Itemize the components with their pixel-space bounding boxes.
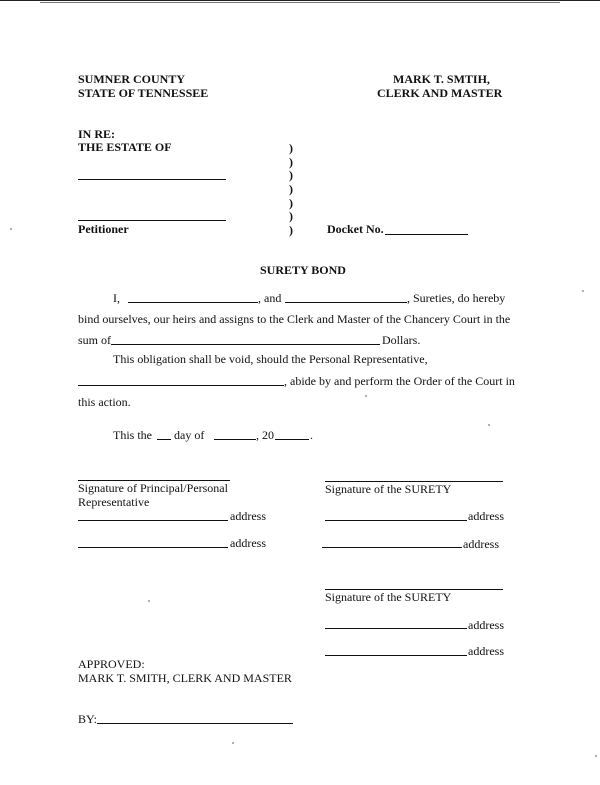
principal-address-line-2[interactable]	[78, 547, 228, 548]
estate-label: THE ESTATE OF	[78, 140, 172, 154]
address-label: address	[468, 644, 504, 658]
address-label: address	[468, 618, 504, 632]
representative-name-line[interactable]	[78, 385, 284, 386]
scan-edge-line	[0, 0, 600, 1]
caption-paren: )	[289, 223, 293, 237]
approver-signature-line[interactable]	[97, 723, 293, 724]
scan-speck	[582, 290, 584, 292]
document-title: SURETY BOND	[260, 263, 346, 277]
principal-name-line[interactable]	[128, 302, 258, 303]
scan-speck	[595, 755, 597, 757]
address-label: address	[463, 537, 499, 551]
state-heading: STATE OF TENNESSEE	[78, 86, 209, 100]
approver-name: MARK T. SMITH, CLERK AND MASTER	[78, 671, 292, 685]
abide-text: , abide by and perform the Order of the Court in	[284, 374, 515, 388]
by-label: BY:	[78, 712, 97, 726]
principal-intro: I,	[113, 291, 120, 305]
sum-amount-line[interactable]	[111, 344, 380, 345]
date-day-line[interactable]	[157, 439, 171, 440]
surety1-address-line[interactable]	[325, 520, 467, 521]
scan-speck	[365, 395, 367, 397]
docket-label: Docket No.	[327, 222, 384, 236]
address-label: address	[468, 509, 504, 523]
address-label: address	[230, 509, 266, 523]
surety1-address-line-2[interactable]	[322, 547, 462, 548]
bond-text-line: bind ourselves, our heirs and assigns to the Clerk and Master of the Chancery Court in the	[78, 312, 511, 326]
sureties-text: , Sureties, do hereby	[407, 291, 506, 305]
scan-edge-line	[40, 2, 560, 3]
caption-paren: )	[289, 209, 293, 223]
date-year-label: , 20	[256, 428, 274, 442]
caption-paren: )	[289, 141, 293, 155]
principal-signature-label: Signature of Principal/Personal	[78, 481, 228, 495]
petitioner-label: Petitioner	[78, 222, 129, 236]
address-label: address	[230, 536, 266, 550]
caption-paren: )	[289, 168, 293, 182]
county-heading: SUMNER COUNTY	[78, 72, 186, 86]
dollars-label: Dollars.	[382, 333, 421, 347]
caption-paren: )	[289, 155, 293, 169]
surety2-signature-label: Signature of the SURETY	[325, 590, 452, 604]
principal-signature-label-2: Representative	[78, 495, 150, 509]
estate-name-line[interactable]	[78, 179, 226, 180]
clerk-name-heading: MARK T. SMTIH,	[393, 72, 490, 86]
caption-paren: )	[289, 196, 293, 210]
clerk-title-heading: CLERK AND MASTER	[377, 86, 503, 100]
date-day-label: day of	[174, 428, 205, 442]
and-text: , and	[258, 291, 282, 305]
surety1-signature-label: Signature of the SURETY	[325, 482, 452, 496]
obligation-text: This obligation shall be void, should the Personal Representative,	[113, 352, 428, 366]
action-text: this action.	[78, 395, 131, 409]
surety2-address-line-2[interactable]	[325, 655, 467, 656]
scan-speck	[148, 600, 150, 602]
surety-name-line[interactable]	[285, 302, 407, 303]
in-re-label: IN RE:	[78, 127, 116, 141]
surety2-address-line[interactable]	[325, 628, 467, 629]
date-period: .	[310, 428, 313, 442]
date-year-line[interactable]	[275, 439, 309, 440]
principal-address-line[interactable]	[78, 520, 228, 521]
approved-label: APPROVED:	[78, 657, 145, 671]
caption-paren: )	[289, 182, 293, 196]
petitioner-name-line[interactable]	[78, 220, 226, 221]
date-this-label: This the	[113, 428, 152, 442]
date-month-line[interactable]	[214, 439, 256, 440]
scan-speck	[488, 424, 490, 426]
sum-label: sum of	[78, 333, 111, 347]
scan-speck	[10, 228, 12, 230]
docket-number-line[interactable]	[385, 234, 468, 235]
scan-speck	[232, 742, 234, 744]
